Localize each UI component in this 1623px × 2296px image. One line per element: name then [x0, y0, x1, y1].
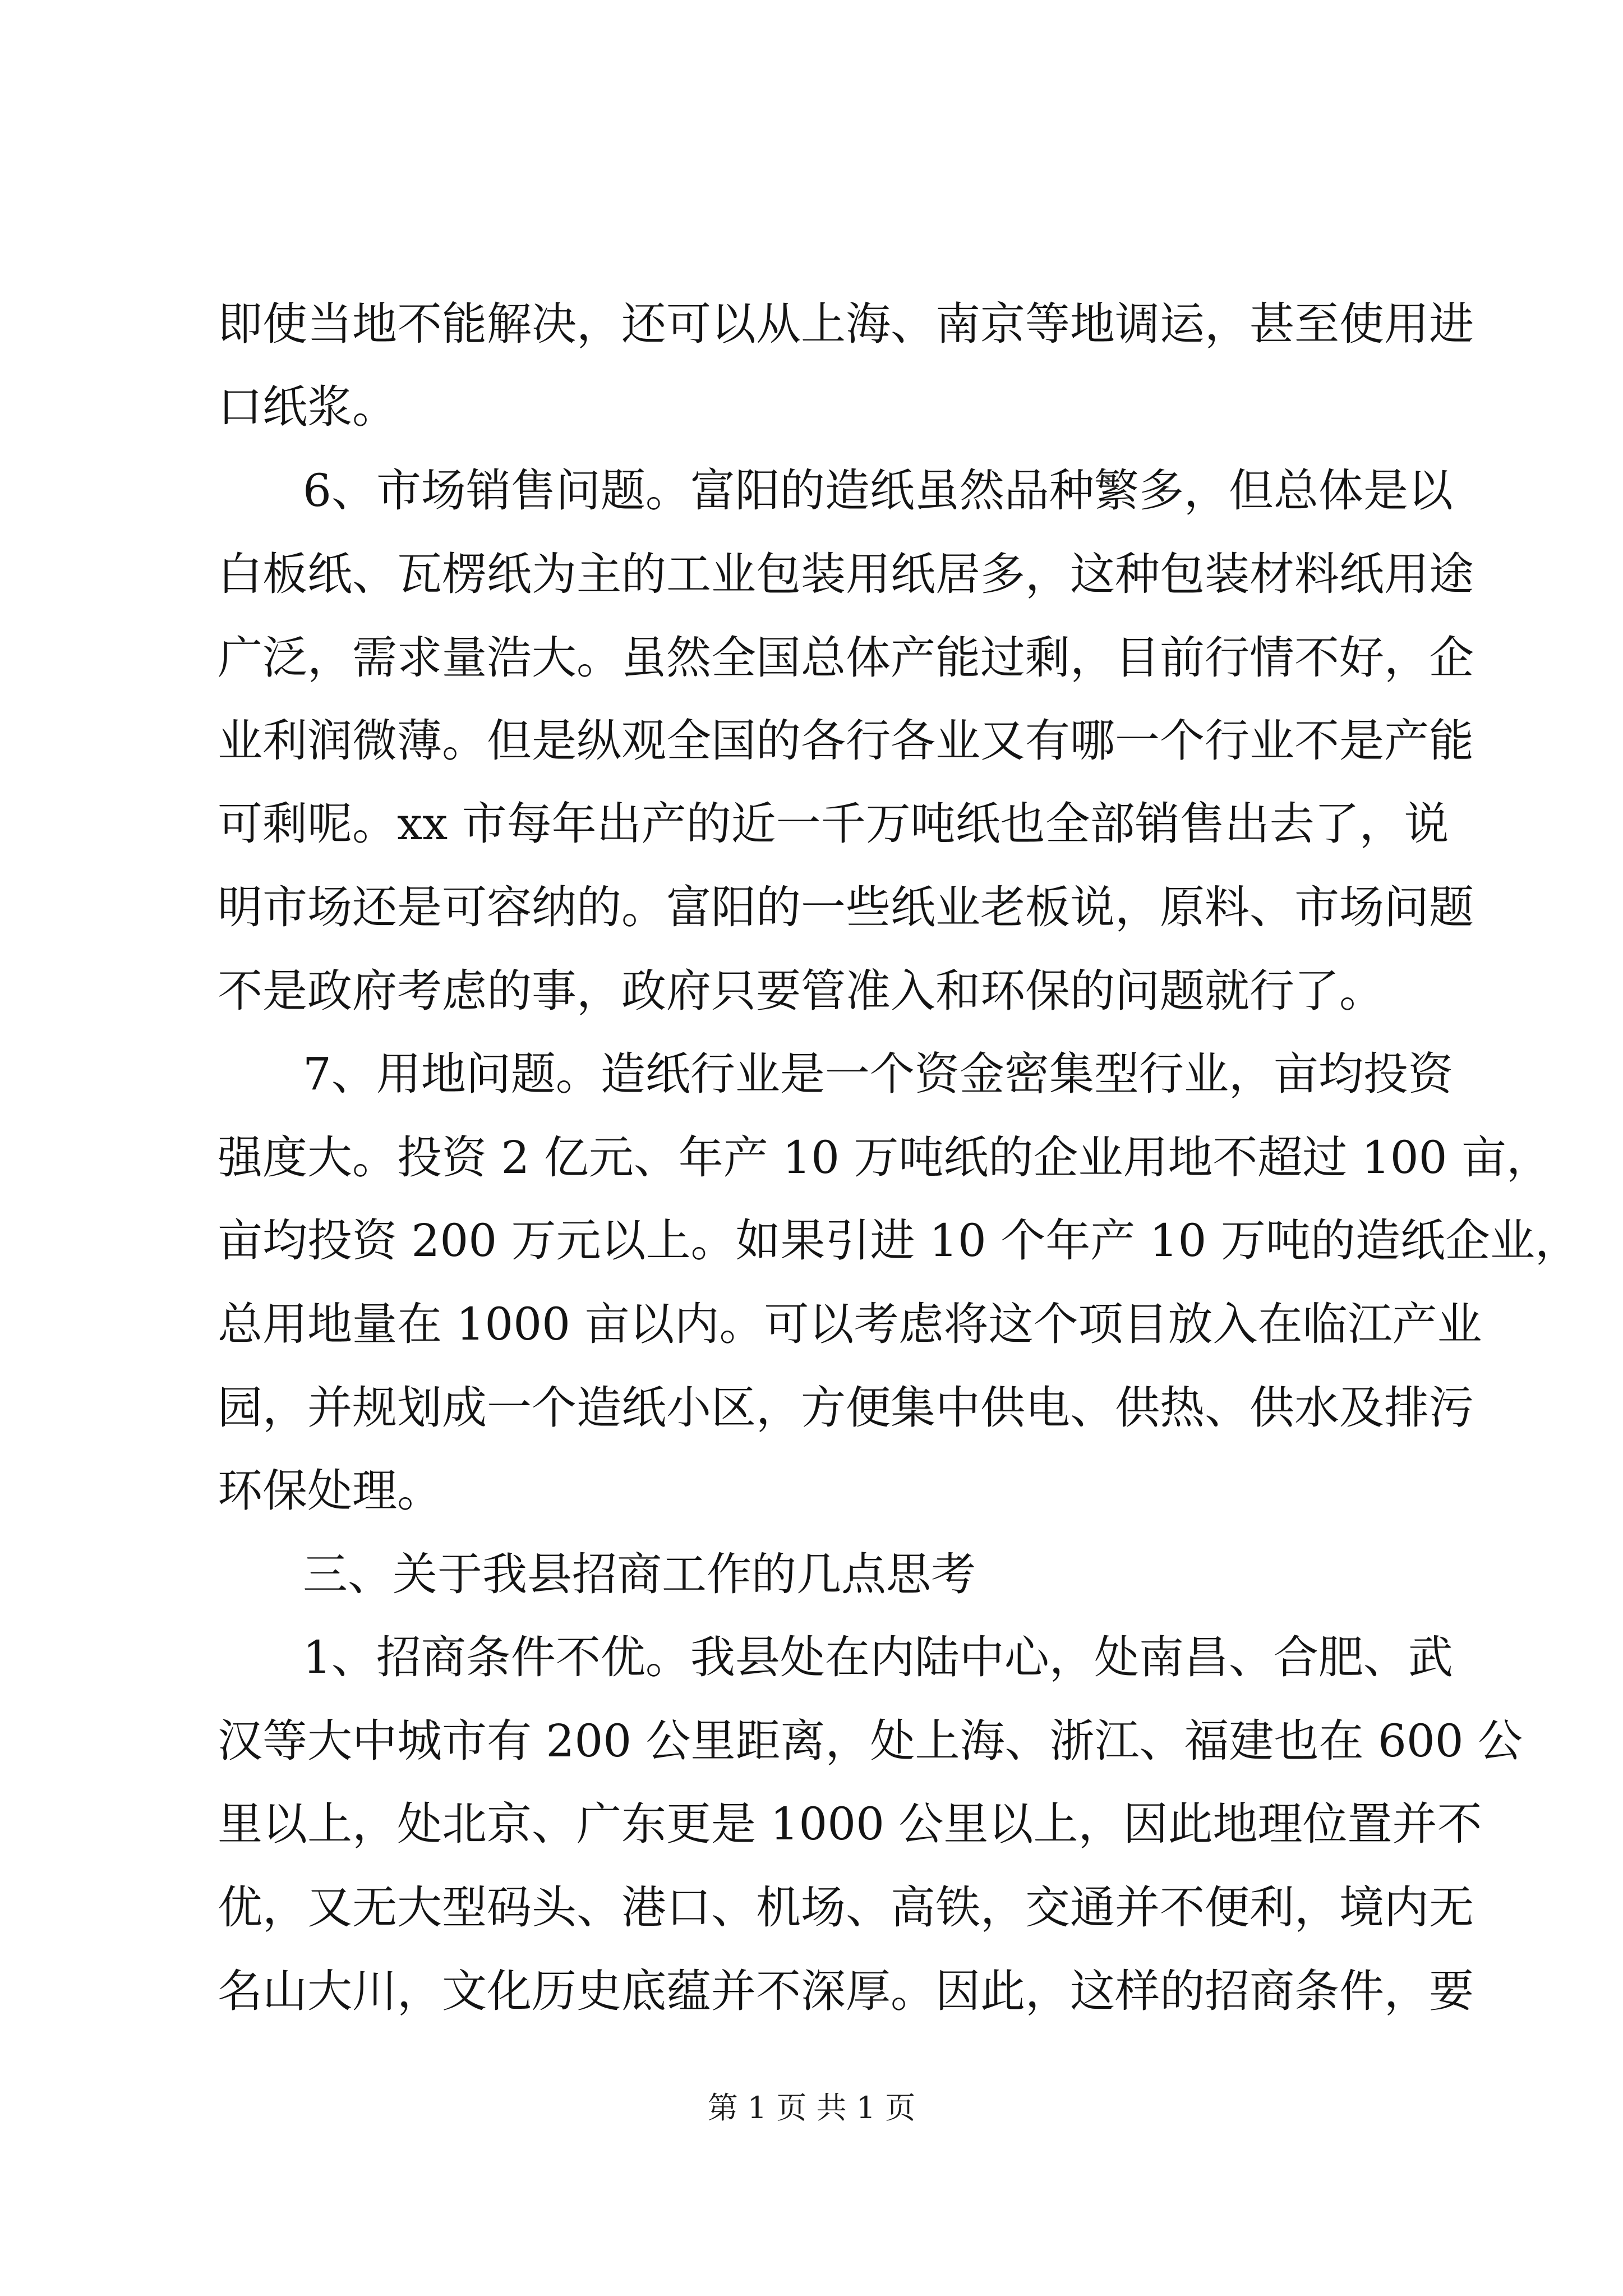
text-line: 环保处理。: [218, 1465, 442, 1517]
text-line: 汉等大中城市有 200 公里距离，处上海、浙江、福建也在 600 公: [218, 1715, 1523, 1767]
text-line: 明市场还是可容纳的。富阳的一些纸业老板说，原料、市场问题: [218, 881, 1474, 933]
text-line: 可剩呢。xx 市每年出产的近一千万吨纸也全部销售出去了，说: [218, 798, 1449, 850]
paragraph-start-line: 1、招商条件不优。我县处在内陆中心，处南昌、合肥、武: [303, 1631, 1453, 1683]
text-line: 优，又无大型码头、港口、机场、高铁，交通并不便利，境内无: [218, 1881, 1474, 1934]
paragraph-start-line: 7、用地问题。造纸行业是一个资金密集型行业，亩均投资: [303, 1048, 1453, 1100]
text-line: 口纸浆。: [218, 381, 397, 433]
text-line: 里以上，处北京、广东更是 1000 公里以上，因此地理位置并不: [218, 1798, 1482, 1850]
text-line: 名山大川，文化历史底蕴并不深厚。因此，这样的招商条件，要: [218, 1965, 1474, 2017]
text-line: 业利润微薄。但是纵观全国的各行各业又有哪一个行业不是产能: [218, 715, 1474, 767]
text-line: 白板纸、瓦楞纸为主的工业包装用纸居多，这种包装材料纸用途: [218, 548, 1474, 600]
text-line: 即使当地不能解决，还可以从上海、南京等地调运，甚至使用进: [218, 298, 1474, 350]
text-line: 不是政府考虑的事，政府只要管准入和环保的问题就行了。: [218, 965, 1384, 1017]
text-line: 广泛，需求量浩大。虽然全国总体产能过剩，目前行情不好，企: [218, 632, 1474, 684]
paragraph-start-line: 6、市场销售问题。富阳的造纸虽然品种繁多，但总体是以: [303, 464, 1453, 517]
page-footer: 第 1 页 共 1 页: [707, 2090, 916, 2125]
text-line: 园，并规划成一个造纸小区，方便集中供电、供热、供水及排污: [218, 1382, 1474, 1434]
text-line: 总用地量在 1000 亩以内。可以考虑将这个项目放入在临江产业: [218, 1298, 1482, 1350]
text-line: 亩均投资 200 万元以上。如果引进 10 个年产 10 万吨的造纸企业，: [218, 1214, 1580, 1267]
section-heading: 三、关于我县招商工作的几点思考: [303, 1548, 976, 1600]
text-line: 强度大。投资 2 亿元、年产 10 万吨纸的企业用地不超过 100 亩，: [218, 1131, 1551, 1184]
